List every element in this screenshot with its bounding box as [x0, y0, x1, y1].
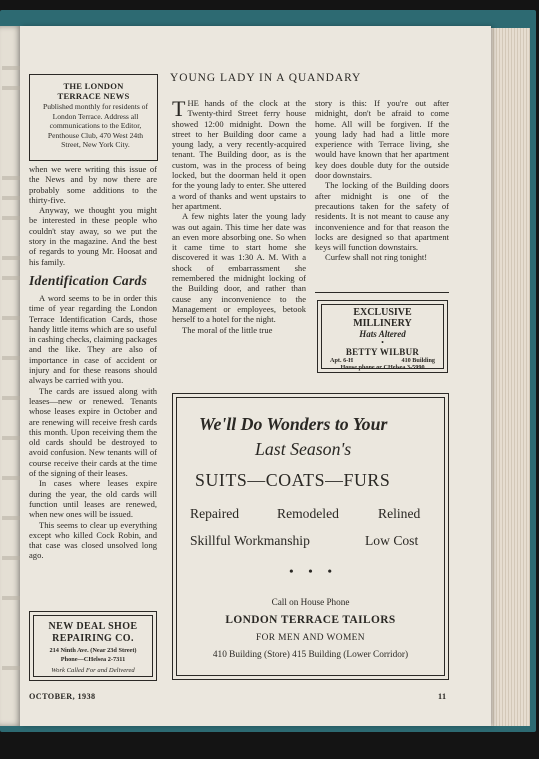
paragraph: This seems to clear up everything except who killed Cock Robin, and that case was closed unsolved long ago. — [29, 519, 157, 561]
shoe-repair-ad — [29, 611, 157, 681]
tailors-service-relined: Relined — [378, 506, 421, 521]
magazine-page — [20, 26, 491, 726]
tailors-service-remodeled: Remodeled — [277, 506, 339, 521]
page-edges — [488, 28, 530, 726]
masthead-box — [29, 74, 158, 161]
tailors-name: LONDON TERRACE TAILORS — [225, 614, 396, 626]
tailors-ad — [172, 393, 449, 680]
paragraph: story is this: If you're out after midnight, don't be afraid to come home. All will be forgiven. If the young lady had had a little more experience with Terrace living, she would have known that her apartment key does double duty for the outside door downstairs. — [315, 98, 449, 181]
shoe-ad-line1: NEW DEAL SHOE — [48, 621, 138, 632]
tailors-service-repaired: Repaired — [190, 506, 240, 521]
left-column-section — [29, 293, 157, 561]
article-column-1 — [172, 98, 306, 335]
paragraph: A few nights later the young lady was out again. This time her date was an even more absorbing one. So when it came time to start home she discovered it was 1:30 A. M. With a shock of embarrassment she remembered the midnight locking of the Building door, and rather than cause any inconvenience to the Management or employees, betook herself to a hotel for the night. — [172, 211, 306, 325]
shoe-ad-tagline: Work Called For and Delivered — [51, 667, 135, 674]
paragraph: Anyway, we thought you might be interested in these people who couldn't stay away, so we put the story in the magazine. And the best of regards to young Mr. Hoosat and his family. — [29, 205, 157, 267]
shoe-ad-address: 214 Ninth Ave. (Near 23d Street) — [49, 647, 137, 654]
millinery-line2: MILLINERY — [353, 318, 412, 329]
paragraph: The moral of the little true — [182, 324, 273, 335]
paragraph: The locking of the Building doors after midnight is one of the precautions taken for the safety of residents. It is not meant to cause any inconvenience and for that reason the locks are designed so that apartment keys will function downstairs. — [315, 180, 449, 253]
paragraph: Curfew shall not ring tonight! — [325, 252, 428, 263]
tailors-headline-1: We'll Do Wonders to Your — [199, 414, 388, 434]
masthead-title: THE LONDON TERRACE NEWS — [57, 81, 130, 101]
paragraph: A word seems to be in order this time of year regarding the London Terrace Identification Cards, those handy little items which are so useful in cashing checks, claiming packages and the like. They are also of importance in case of accident or injury and for these reasons should always be carried with you. — [29, 293, 157, 386]
tailors-address: 410 Building (Store) 415 Building (Lower Corridor) — [212, 650, 409, 660]
shoe-ad-phone: Phone—CHelsea 2-7311 — [60, 656, 126, 663]
drop-cap: T — [172, 96, 186, 121]
millinery-phone: House phone or CHelsea 3-5990 — [340, 364, 425, 371]
article-column-2 — [315, 98, 449, 263]
facing-page-edge — [0, 26, 22, 726]
paragraph: HE hands of the clock at the Twenty-third Street ferry house showed 12:00 midnight. Down the street to her Building door came a young lady, a very recently-acquired tenant. The Building door, as is the custom, was in the process of being locked, but the doorman held it open for the young lady to enter. She uttered a word of thanks and went upstairs to her apartment. — [172, 98, 306, 211]
article-title: YOUNG LADY IN A QUANDARY — [170, 72, 362, 84]
bullet-icon: • — [381, 338, 384, 347]
issue-date: OCTOBER, 1938 — [29, 692, 96, 701]
millinery-building: 410 Building — [401, 357, 435, 364]
left-column-top — [29, 164, 157, 267]
millinery-name: BETTY WILBUR — [345, 347, 420, 357]
tailors-call: Call on House Phone — [271, 597, 350, 607]
millinery-line3: Hats Altered — [359, 329, 406, 339]
tailors-for: FOR MEN AND WOMEN — [256, 633, 365, 643]
millinery-line1: EXCLUSIVE — [353, 307, 412, 318]
column-rule — [315, 292, 449, 293]
paragraph: when we were writing this issue of the News and by now there are probably some additions to the thirty-five. — [29, 164, 157, 205]
shoe-ad-line2: REPAIRING CO. — [52, 633, 134, 644]
tailors-service-low-cost: Low Cost — [365, 533, 419, 548]
tailors-dots: • • • — [289, 564, 332, 578]
tailors-headline-2: Last Season's — [255, 439, 352, 459]
page-number: 11 — [438, 692, 447, 701]
millinery-ad — [317, 300, 448, 373]
masthead-text: Published monthly for residents of London Terrace. Address all communications to the Editor, Penthouse Club, 470 West 24th Street, New York City. — [42, 102, 149, 150]
section-heading: Identification Cards — [29, 273, 148, 288]
tailors-items: SUITS—COATS—FURS — [195, 470, 391, 490]
millinery-apt-number: Apt. 6-H — [330, 357, 354, 364]
paragraph: The cards are issued along with leases—new or renewed. Tenants whose leases expire in October and are renewing will receive fresh cards this month. Upon receiving them the old cards should be destroyed to avoid confusion. New tenants will of course receive their cards at the time of the signing of their leases. — [29, 385, 157, 479]
paragraph: In cases where leases expire during the year, the old cards will function until leases are renewed, when new ones will be issued. — [29, 478, 157, 520]
tailors-service-workmanship: Skillful Workmanship — [190, 533, 310, 548]
